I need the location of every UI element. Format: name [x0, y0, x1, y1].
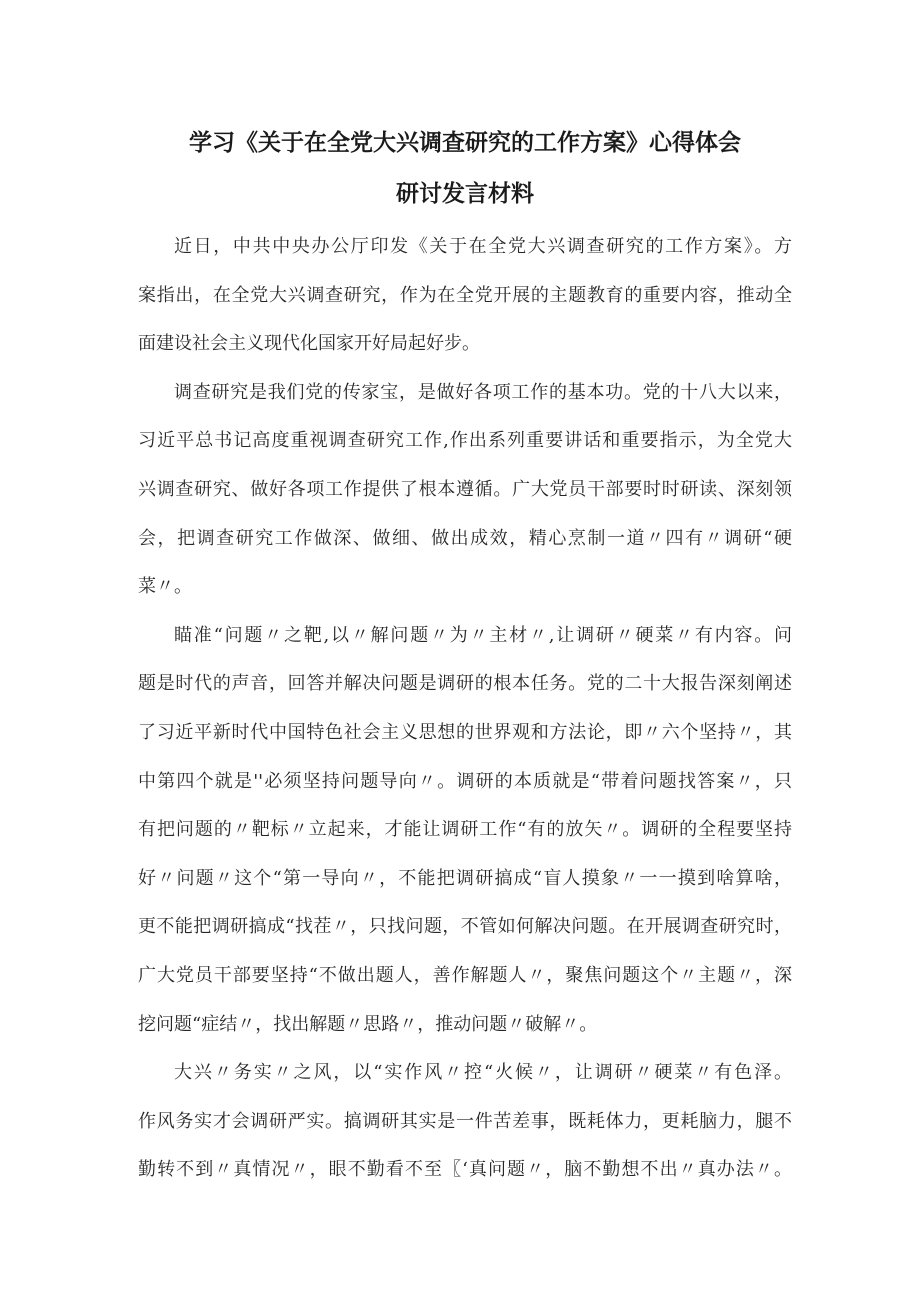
- text-line: 作风务实才会调研严实。搞调研其实是一件苦差事，既耗体力，更耗脑力，腿不: [138, 1110, 792, 1132]
- text-line: 大兴〃务实〃之风，以“实作风〃控“火候〃，让调研〃硬菜〃有色泽。: [174, 1062, 792, 1084]
- document-body: [138, 223, 792, 1195]
- text-line: 兴调查研究、做好各项工作提供了根本遵循。广大党员干部要时时研读、深刻领: [138, 478, 792, 500]
- paragraph-3: [138, 612, 792, 1049]
- text-line: 调查研究是我们党的传家宝，是做好各项工作的基本功。党的十八大以来，: [174, 381, 792, 403]
- text-line: 瞄准“问题〃之靶,以〃解问题〃为〃主材〃,让调研〃硬菜〃有内容。问: [174, 624, 792, 646]
- text-line: 有把问题的〃靶标〃立起来，才能让调研工作“有的放矢〃。调研的全程要坚持: [138, 819, 792, 841]
- text-line: 更不能把调研搞成“找茬〃，只找问题，不管如何解决问题。在开展调查研究时，: [138, 916, 792, 938]
- text-line: 习近平总书记高度重视调查研究工作,作出系列重要讲话和重要指示，为全党大: [138, 430, 792, 452]
- document-subtitle: 研讨发言材料: [396, 181, 534, 207]
- text-line: 近日，中共中央办公厅印发《关于在全党大兴调查研究的工作方案》。方: [174, 236, 792, 257]
- text-line: 勤转不到〃真情况〃，眼不勤看不至〖‘真问题〃，脑不勤想不出〃真办法〃。: [138, 1159, 792, 1181]
- document-title: 学习《关于在全党大兴调查研究的工作方案》心得体会: [189, 130, 741, 156]
- text-line: 广大党员干部要坚持“不做出题人，善作解题人〃，聚焦问题这个〃主题〃，深: [138, 964, 792, 986]
- text-line: 题是时代的声音，回答并解决问题是调研的根本任务。党的二十大报告深刻阐述: [138, 673, 792, 695]
- text-line: 案指出，在全党大兴调查研究，作为在全党开展的主题教育的重要内容，推动全: [138, 284, 792, 306]
- text-line: 挖问题“症结〃，找出解题〃思路〃，推动问题〃破解〃。: [138, 1013, 598, 1035]
- text-line: 会，把调查研究工作做深、做细、做出成效，精心烹制一道〃四有〃调研“硬: [138, 527, 792, 549]
- text-line: 中第四个就是''必须坚持问题导向〃。调研的本质就是“带着问题找答案〃，只: [138, 770, 792, 792]
- paragraph-4: [138, 1049, 792, 1195]
- text-line: 好〃问题〃这个“第一导向〃，不能把调研搞成“盲人摸象〃一一摸到啥算啥，: [138, 867, 792, 889]
- text-line: 了习近平新时代中国特色社会主义思想的世界观和方法论，即〃六个坚持〃，其: [138, 721, 792, 743]
- paragraph-2: [138, 369, 792, 612]
- paragraph-1: [138, 223, 792, 369]
- text-line: 菜〃。: [138, 576, 192, 598]
- text-line: 面建设社会主义现代化国家开好局起好步。: [138, 333, 480, 355]
